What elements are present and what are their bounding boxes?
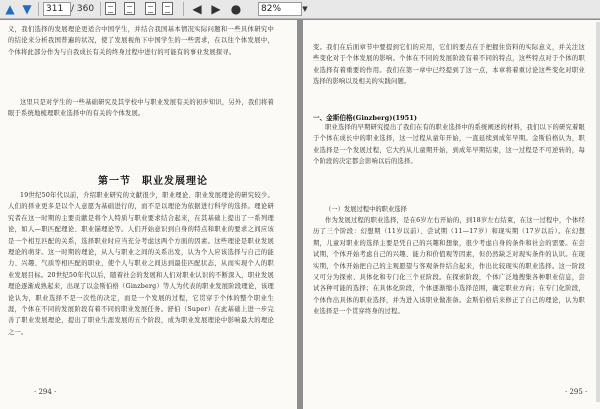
toolbar-separator <box>100 2 101 16</box>
scrollbar-track[interactable] <box>596 22 600 402</box>
section-heading: 第一节 职业发展理论 <box>98 176 208 187</box>
right-subitem-heading: （一）发展过程中的职业选择 <box>325 206 407 213</box>
fit-page-view-icon[interactable] <box>162 2 173 15</box>
left-paragraph-1: 义，我们选择的发展理论更适合中国学生，并结合我国基本情况实际问题和一些具体研究中的结论来分析我国普遍的状况，使了发展视角下中国学生的一些需求，在以往个体发展中，个体将此部分作为与自我成长有关的终身过程中进行的可能有的事业发展探寻。 <box>8 26 274 56</box>
right-paragraph-1: 变。我们在后面章节中要提到它们的应用，它们的要点在于把握住资料的实际意义，并关注这些变化对于个体发展的影响。个体在不同的发展阶段有着不同的特点，这些特点对于个体的职业选择有着重要的作用。我们在第一章中已经提到了这一点，本章将着重讨论这些变化对职业选择的影响以及相关的实践问题。 <box>313 44 585 86</box>
left-paragraph-2: 这里只是对学生的一些基础研究及其学校中与职业发展有关的初步知识，另外，我们将着眼于系统地梳理职业选择中的有关的个体发展。 <box>8 99 274 118</box>
zoom-dropdown-chevron-down-icon[interactable]: ▼ <box>302 5 308 13</box>
single-page-view-icon[interactable] <box>105 2 116 15</box>
zoom-in-icon[interactable]: ▶ <box>211 2 221 16</box>
right-paragraph-3: 作为发展过程的职业选择，是在6岁左右开始的，到18岁左右结束，在这一过程中，个体经历了三个阶段：幻想期（11岁以前）、尝试期（11—17岁）和现实期（17岁以后）。在幻想期，儿童对职业的选择主要是凭自己的兴趣和想象，很少考虑自身的条件和社会的需要。在尝试期，个体开始考虑自己的兴趣、能力和价值观等因素，但仍然缺乏对现实条件的认识。在现实期，个体开始把自己的主观愿望与客观条件结合起来，作出比较现实的职业选择。这一阶段又可分为探索、具体化和专门化三个亚阶段。在探索阶段，个体广泛地搜集各种职业信息，尝试各种可能的选择；在具体化阶段，个体逐渐缩小选择范围，确定职业方向；在专门化阶段，个体作出具体的职业选择，并为进入该职业做准备。金斯伯格后来修正了自己的理论，认为职业选择是一个贯穿终身的过程。 <box>313 217 585 316</box>
zoom-minus-icon[interactable]: ◀ <box>192 2 202 16</box>
page-295 <box>303 20 600 409</box>
right-paragraph-2: 职业选择的早期研究提出了我们在有的职业选择中的系统阐述的材料，我们以下的研究着眼于个体在成长中的职业选择，这一过程从童年开始，一直延续到成年早期。金斯伯格认为，职业选择是一个发展过程，它大约从儿童期开始，到成年早期结束，这一过程是不可逆转的，每个阶段的决定都会影响以后的选择。 <box>313 124 585 166</box>
facing-pages-view-icon[interactable] <box>145 2 156 15</box>
page-294 <box>0 20 297 409</box>
right-item-heading: 一、金斯伯格(Ginzberg)(1951) <box>313 114 417 122</box>
right-page-number: · 295 · <box>565 388 588 396</box>
toolbar-separator <box>38 2 39 16</box>
page-total-label: / 360 <box>71 4 95 14</box>
zoom-level-field[interactable]: 82% <box>258 2 302 16</box>
zoom-plus-circle-icon[interactable]: ● <box>230 2 242 16</box>
viewer-toolbar <box>0 0 600 19</box>
left-page-number: · 294 · <box>34 388 57 396</box>
prev-page-up-arrow-icon[interactable]: ▲ <box>5 2 15 16</box>
toolbar-separator <box>183 2 184 16</box>
page-number-input[interactable] <box>43 2 71 16</box>
next-page-down-arrow-icon[interactable]: ▼ <box>22 2 32 16</box>
left-paragraph-3: 19世纪50年代以前，介绍职业研究的文献很少，职业理论、职业发展理论的研究较少。人们的择业更多是以个人意愿为基础进行的，而不是以理论为依据进行科学的选择。理论研究者在这一时期的主要贡献是将个人特质与职业要求结合起来，在其基础上提出了一系列理论，如人—职匹配理论、职业锚理论等。人们开始意识到自身的特点和职业的要求之间应该是一个相互匹配的关系，选择职业时应当充分考虑这两个方面的因素。这些理论是职业发展理论的萌芽。这一时期的理论，从人与职业之间的关系出发，认为个人应该选择与自己的能力、兴趣、气质等相匹配的职业，使个人与职业之间达到最佳匹配状态，从而实现个人的职业发展目标。20世纪50年代以后，随着社会的发展和人们对职业认识的不断深入，职业发展理论逐渐成熟起来，出现了以金斯伯格（Ginzberg）等人为代表的职业发展阶段理论，该理论认为，职业选择不是一次性的决定，而是一个发展的过程，它贯穿于个体的整个职业生涯，个体在不同的发展阶段有着不同的职业发展任务。舒伯（Super）在此基础上进一步完善了职业发展理论，提出了职业生涯发展的五个阶段，成为职业发展理论中影响最大的理论之一。 <box>8 192 274 336</box>
continuous-view-icon[interactable] <box>124 2 135 15</box>
